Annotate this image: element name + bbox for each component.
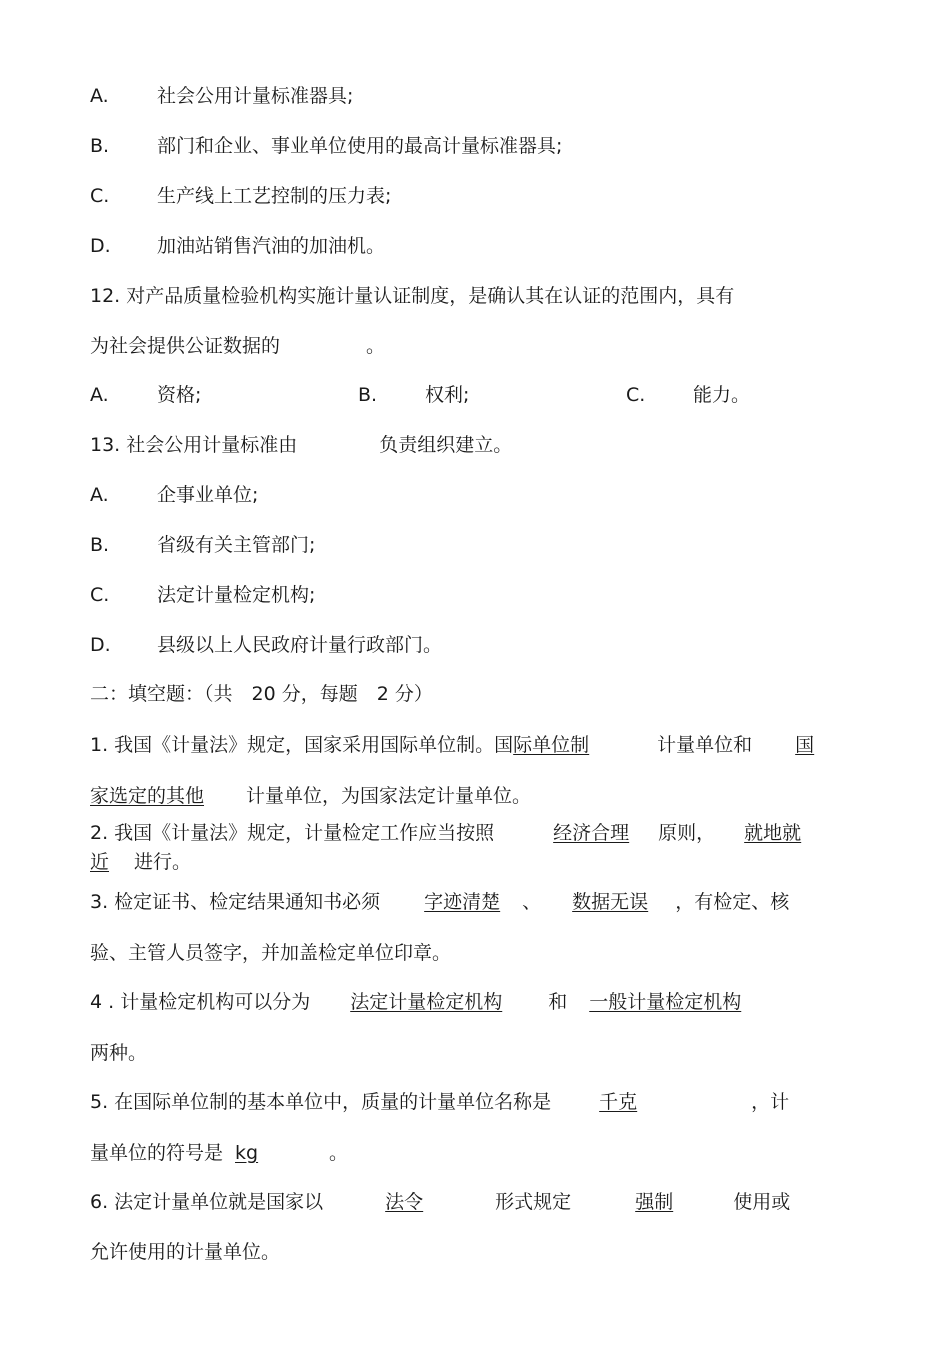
fill-text: ，计: [751, 1091, 790, 1113]
q13-option-c: [90, 583, 315, 607]
answer-underline: [513, 733, 657, 757]
q12-stem-end: 。: [366, 335, 386, 357]
option-letter: C.: [90, 185, 110, 207]
fill-q6-line2: 允许使用的计量单位。: [90, 1241, 281, 1263]
answer-underline: [587, 1090, 751, 1114]
answer-text: 强制: [635, 1191, 674, 1213]
q12-option-b: [358, 383, 469, 407]
answer-underline: [567, 990, 829, 1014]
answer-underline: [233, 1141, 329, 1165]
answer-text: 法定计量检定机构: [350, 991, 503, 1013]
fill-q5-line2: [90, 1141, 348, 1165]
fill-text: 计量单位和: [657, 734, 753, 756]
answer-text: 千克: [599, 1091, 638, 1113]
option-letter: B.: [358, 384, 378, 406]
option-letter: D.: [90, 634, 111, 656]
fill-text: 1. 我国《计量法》规定，国家采用国际单位制。国: [90, 734, 514, 756]
option-text: 能力。: [693, 384, 751, 406]
fill-text: 使用或: [733, 1191, 791, 1213]
answer-underline: [90, 784, 246, 808]
option-text: 生产线上工艺控制的压力表;: [157, 185, 392, 207]
fill-q4-line1: [90, 990, 829, 1014]
fill-text: 形式规定: [495, 1191, 572, 1213]
answer-text: 际单位制: [513, 734, 590, 756]
fill-text: 。: [329, 1142, 349, 1164]
answer-underline: [90, 850, 134, 874]
answer-text: 字迹清楚: [424, 891, 501, 913]
fill-q4-line2: 两种。: [90, 1042, 148, 1064]
answer-text: 数据无误: [572, 891, 649, 913]
fill-q3-line1: [90, 890, 789, 914]
fill-text: 计量单位，为国家法定计量单位。: [246, 785, 532, 807]
answer-underline: [725, 821, 801, 845]
answer-text: 近: [90, 851, 110, 873]
fill-text: 进行。: [134, 851, 192, 873]
q13-stem-text: 13. 社会公用计量标准由: [90, 434, 298, 456]
option-text: 省级有关主管部门;: [157, 534, 316, 556]
option-text: 权利;: [425, 384, 470, 406]
option-text: 法定计量检定机构;: [157, 584, 316, 606]
q12-stem-line2: [90, 334, 385, 358]
answer-text: 法令: [385, 1191, 424, 1213]
option-letter: D.: [90, 235, 111, 257]
q13-stem: [90, 433, 512, 457]
answer-underline: [579, 1190, 733, 1214]
option-text: 县级以上人民政府计量行政部门。: [157, 634, 443, 656]
fill-q5-line1: [90, 1090, 789, 1114]
option-letter: A.: [90, 384, 109, 406]
fill-q2-line1: [90, 821, 801, 845]
fill-q3-line2: 验、主管人员签字，并加盖检定单位印章。: [90, 942, 452, 964]
q12-stem-line1: 12. 对产品质量检验机构实施计量认证制度，是确认其在认证的范围内，具有: [90, 285, 735, 307]
answer-text: kg: [235, 1142, 259, 1164]
q12-option-c: [626, 383, 750, 407]
fill-text: 5. 在国际单位制的基本单位中，质量的计量单位名称是: [90, 1091, 552, 1113]
option-letter: C.: [626, 384, 646, 406]
q11-option-d: [90, 234, 385, 258]
q13-option-d: [90, 633, 442, 657]
option-text: 部门和企业、事业单位使用的最高计量标准器具;: [157, 135, 563, 157]
section-heading: 二：填空题：（共 20 分，每题 2 分）: [90, 683, 433, 705]
answer-underline: [402, 890, 522, 914]
fill-text: ，有检定、核: [675, 891, 790, 913]
option-letter: C.: [90, 584, 110, 606]
q11-option-a: [90, 84, 353, 108]
option-text: 社会公用计量标准器具;: [157, 85, 354, 107]
option-text: 加油站销售汽油的加油机。: [157, 235, 386, 257]
fill-q2-line2: [90, 850, 191, 874]
q11-option-c: [90, 184, 391, 208]
answer-text: 经济合理: [553, 822, 630, 844]
fill-q1-line1: [90, 733, 814, 757]
answer-underline: [328, 990, 548, 1014]
fill-text: 6. 法定计量单位就是国家以: [90, 1191, 324, 1213]
fill-text: 2. 我国《计量法》规定，计量检定工作应当按照: [90, 822, 495, 844]
option-letter: A.: [90, 484, 109, 506]
fill-text: 3. 检定证书、检定结果通知书必须: [90, 891, 381, 913]
fill-text: 和: [548, 991, 568, 1013]
option-letter: A.: [90, 85, 109, 107]
answer-underline: [758, 733, 814, 757]
option-text: 资格;: [157, 384, 202, 406]
fill-text: 原则，: [658, 822, 716, 844]
option-letter: B.: [90, 534, 110, 556]
answer-underline: [545, 890, 675, 914]
option-text: 企事业单位;: [157, 484, 259, 506]
answer-underline: [524, 821, 658, 845]
answer-text: 一般计量检定机构: [589, 991, 742, 1013]
fill-text: 量单位的符号是: [90, 1142, 224, 1164]
answer-text: 家选定的其他: [90, 785, 205, 807]
q12-option-a: [90, 383, 201, 407]
answer-text: 国: [795, 734, 815, 756]
q13-option-b: [90, 533, 315, 557]
option-letter: B.: [90, 135, 110, 157]
q13-stem-end: 负责组织建立。: [379, 434, 513, 456]
fill-text: 4 . 计量检定机构可以分为: [90, 991, 311, 1013]
q13-option-a: [90, 483, 258, 507]
fill-text: 、: [522, 891, 542, 913]
q11-option-b: [90, 134, 562, 158]
q12-stem-text: 为社会提供公证数据的: [90, 335, 281, 357]
fill-q1-line2: [90, 784, 531, 808]
answer-underline: [341, 1190, 495, 1214]
answer-text: 就地就: [744, 822, 802, 844]
fill-q6-line1: [90, 1190, 790, 1214]
